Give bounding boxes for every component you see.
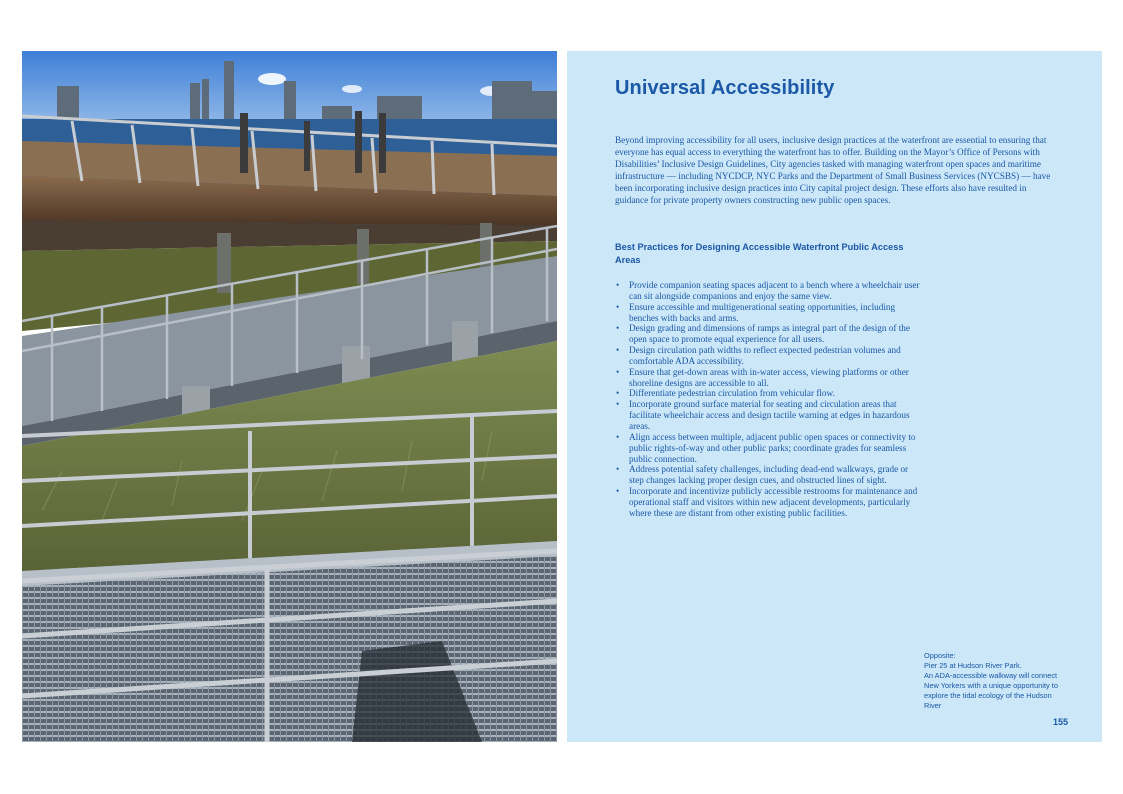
best-practices-list: [615, 280, 920, 519]
list-item: • Provide companion seating spaces adjacent to a bench where a wheelchair user can sit alongside companions and enjoy the same view.: [615, 280, 920, 302]
caption-label: Opposite:: [924, 651, 956, 660]
list-item: • Align access between multiple, adjacent public open spaces or connectivity to public rights-of-way and other public parks; coordinate grades for seamless public connection.: [615, 432, 920, 465]
photo-caption: [924, 651, 1064, 711]
text-panel: [567, 51, 1102, 742]
list-item: • Address potential safety challenges, including dead-end walkways, grade or step changes lacking proper design cues, and obstructed lines of sight.: [615, 464, 920, 486]
list-item: • Incorporate ground surface material for seating and circulation areas that facilitate wheelchair access and design tactile warning at edges in hazardous areas.: [615, 399, 920, 432]
list-item: • Incorporate and incentivize publicly accessible restrooms for maintenance and operational staff and visitors within new adjacent developments, particularly where these are distant from other existing public facilities.: [615, 486, 920, 519]
list-item: • Ensure that get-down areas with in-water access, viewing platforms or other shoreline designs are accessible to all.: [615, 367, 920, 389]
page-title: Universal Accessibility: [615, 77, 835, 99]
list-item: • Design grading and dimensions of ramps as integral part of the design of the open space to promote equal experience for all users.: [615, 323, 920, 345]
pier-photo: [22, 51, 557, 742]
caption-body: An ADA-accessible walkway will connect New Yorkers with a unique opportunity to explore the tidal ecology of the Hudson River: [924, 671, 1058, 710]
list-item: • Design circulation path widths to reflect expected pedestrian volumes and comfortable ADA accessibility.: [615, 345, 920, 367]
page-number: 155: [1053, 717, 1069, 727]
caption-location: Pier 25 at Hudson River Park.: [924, 661, 1022, 670]
intro-paragraph: Beyond improving accessibility for all users, inclusive design practices at the waterfront are essential to ensuring that everyone has equal access to everything the waterfront has to offer. Building on the Mayor’s Office of Persons with Disabilities’ Inclusive Design Guidelines, City agencies tasked with managing waterfront open spaces and maritime infrastructure — including NYCDCP, NYC Parks and the Department of Small Business Services (NYCSBS) — have been incorporating inclusive design practices into City capital project design. These efforts also have resulted in guidance for private property owners constructing new public open spaces.: [615, 135, 1051, 205]
list-item: • Ensure accessible and multigenerational seating opportunities, including benches with backs and arms.: [615, 302, 920, 324]
best-practices-heading: Best Practices for Designing Accessible Waterfront Public Access Areas: [615, 242, 904, 265]
list-item: • Differentiate pedestrian circulation from vehicular flow.: [615, 388, 920, 399]
